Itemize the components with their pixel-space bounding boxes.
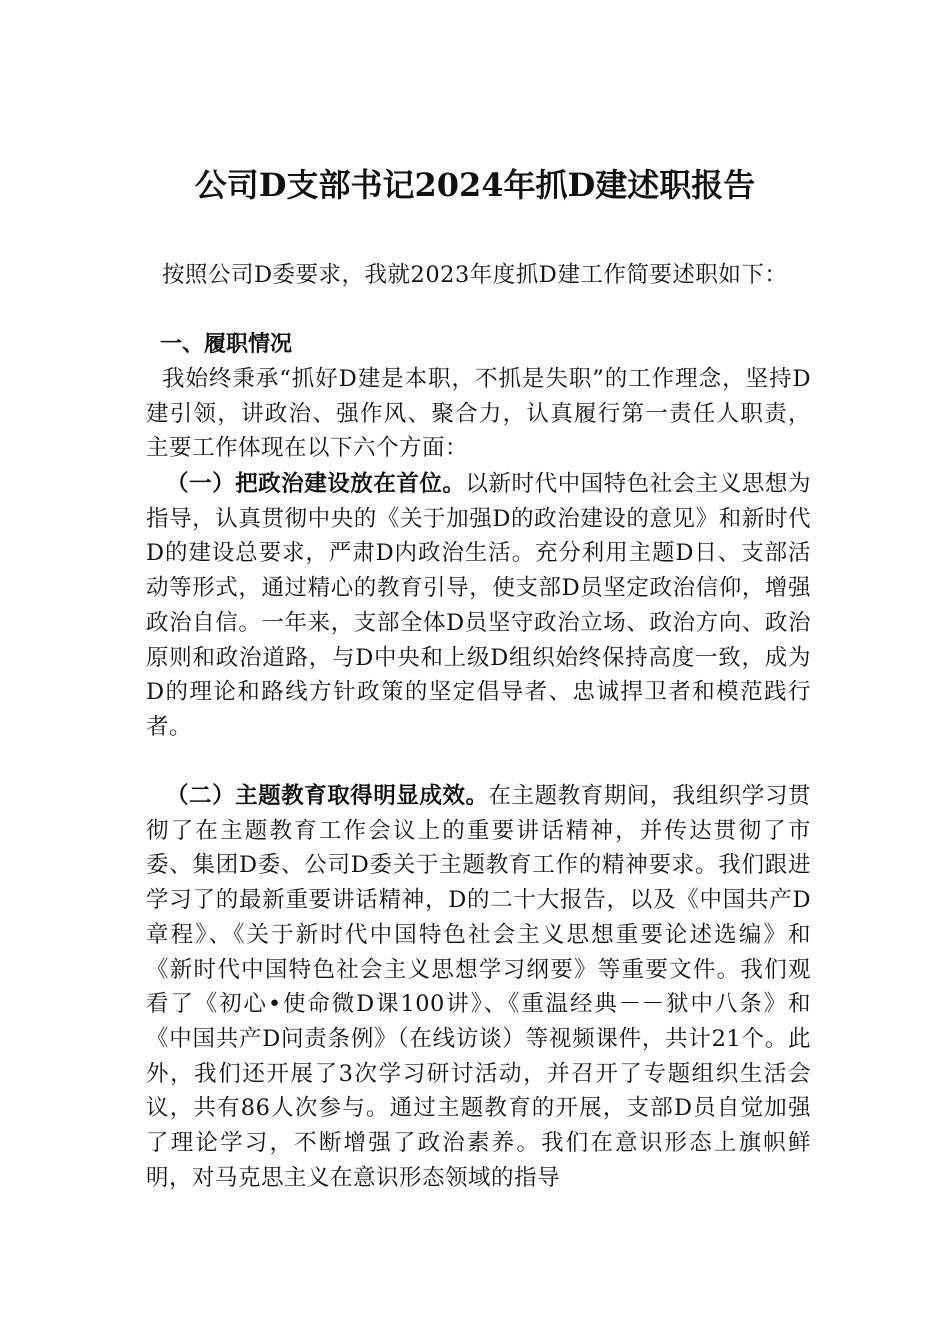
paragraph-lead: （二）主题教育取得明显成效。 bbox=[166, 783, 489, 809]
paragraph-text: 以新时代中国特色社会主义思想为指导，认真贯彻中央的《关于加强D的政治建设的意见》和新时代D的建设总要求，严肃D内政治生活。充分利用主题D日、支部活动等形式，通过精心的教育引导，使支部D员坚定政治信仰，增强政治自信。一年来，支部全体D员坚守政治立场、政治方向、政治原则和政治道路，与D中央和上级D组织始终保持高度一致，成为D的理论和路线方针政策的坚定倡导者、忠诚捍卫者和模范践行者。 bbox=[146, 471, 811, 740]
section-heading: 一、履职情况 bbox=[160, 332, 293, 357]
body-paragraph bbox=[146, 779, 811, 1195]
intro-paragraph: 按照公司D委要求，我就2023年度抓D建工作简要述职如下： bbox=[162, 262, 788, 288]
paragraph-lead: （一）把政治建设放在首位。 bbox=[166, 471, 466, 497]
paragraph-text: 在主题教育期间，我组织学习贯彻了在主题教育工作会议上的重要讲话精神，并传达贯彻了市委、集团D委、公司D委关于主题教育工作的精神要求。我们跟进学习了的最新重要讲话精神，D的二十大报告，以及《中国共产D章程》、《关于新时代中国特色社会主义思想重要论述选编》和《新时代中国特色社会主义思想学习纲要》等重要文件。我们观看了《初心•使命微D课100讲》、《重温经典－－狱中八条》和《中国共产D问责条例》（在线访谈）等视频课件，共计21个。此外，我们还开展了3次学习研讨活动，并召开了专题组织生活会议，共有86人次参与。通过主题教育的开展，支部D员自觉加强了理论学习，不断增强了政治素养。我们在意识形态上旗帜鲜明，对马克思主义在意识形态领域的指导 bbox=[146, 783, 811, 1191]
body-paragraph bbox=[146, 467, 811, 745]
document-title: 公司D支部书记2024年抓D建述职报告 bbox=[194, 166, 756, 204]
body-paragraph: 我始终秉承“抓好D建是本职，不抓是失职”的工作理念，坚持D建引领，讲政治、强作风、聚合力，认真履行第一责任人职责，主要工作体现在以下六个方面： bbox=[146, 366, 811, 462]
